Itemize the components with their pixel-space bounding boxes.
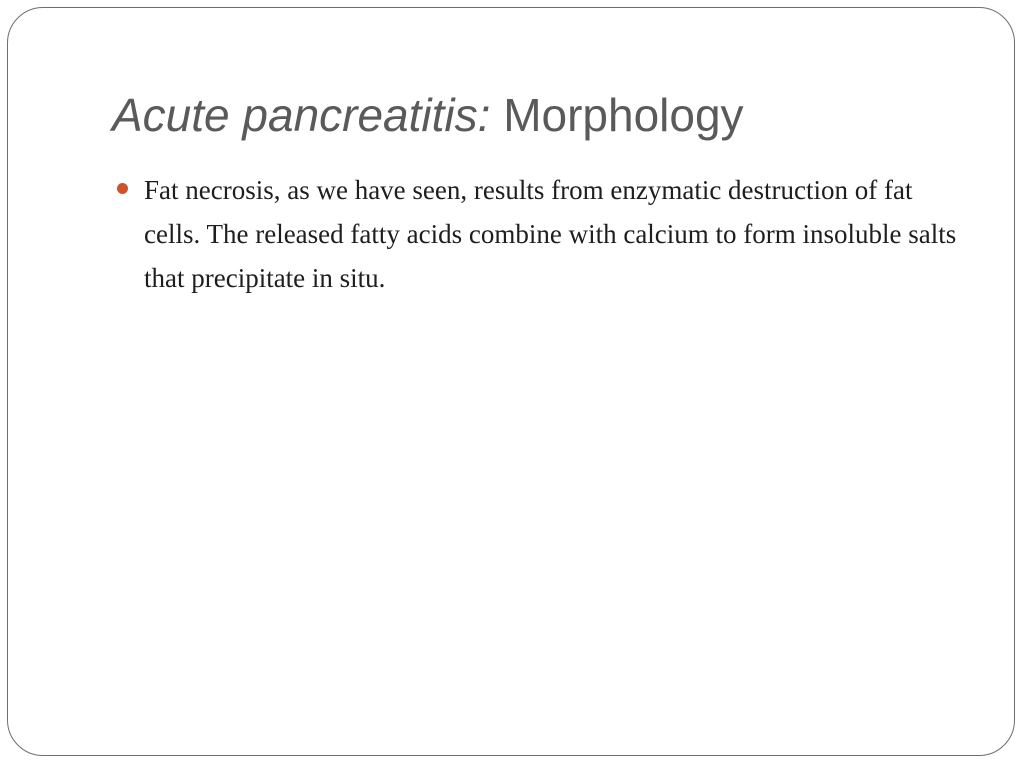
- slide-title-regular: Morphology: [490, 89, 744, 141]
- bullet-list: [112, 168, 972, 300]
- bullet-text: Fat necrosis, as we have seen, results from enzymatic destruction of fat cells. The released fatty acids combine with calcium to form insoluble salts that precipitate in situ.: [144, 175, 957, 293]
- bullet-dot-icon: [117, 183, 128, 194]
- bullet-item: [112, 168, 972, 300]
- slide-title-italic: Acute pancreatitis:: [112, 89, 491, 141]
- slide-title: [112, 88, 744, 143]
